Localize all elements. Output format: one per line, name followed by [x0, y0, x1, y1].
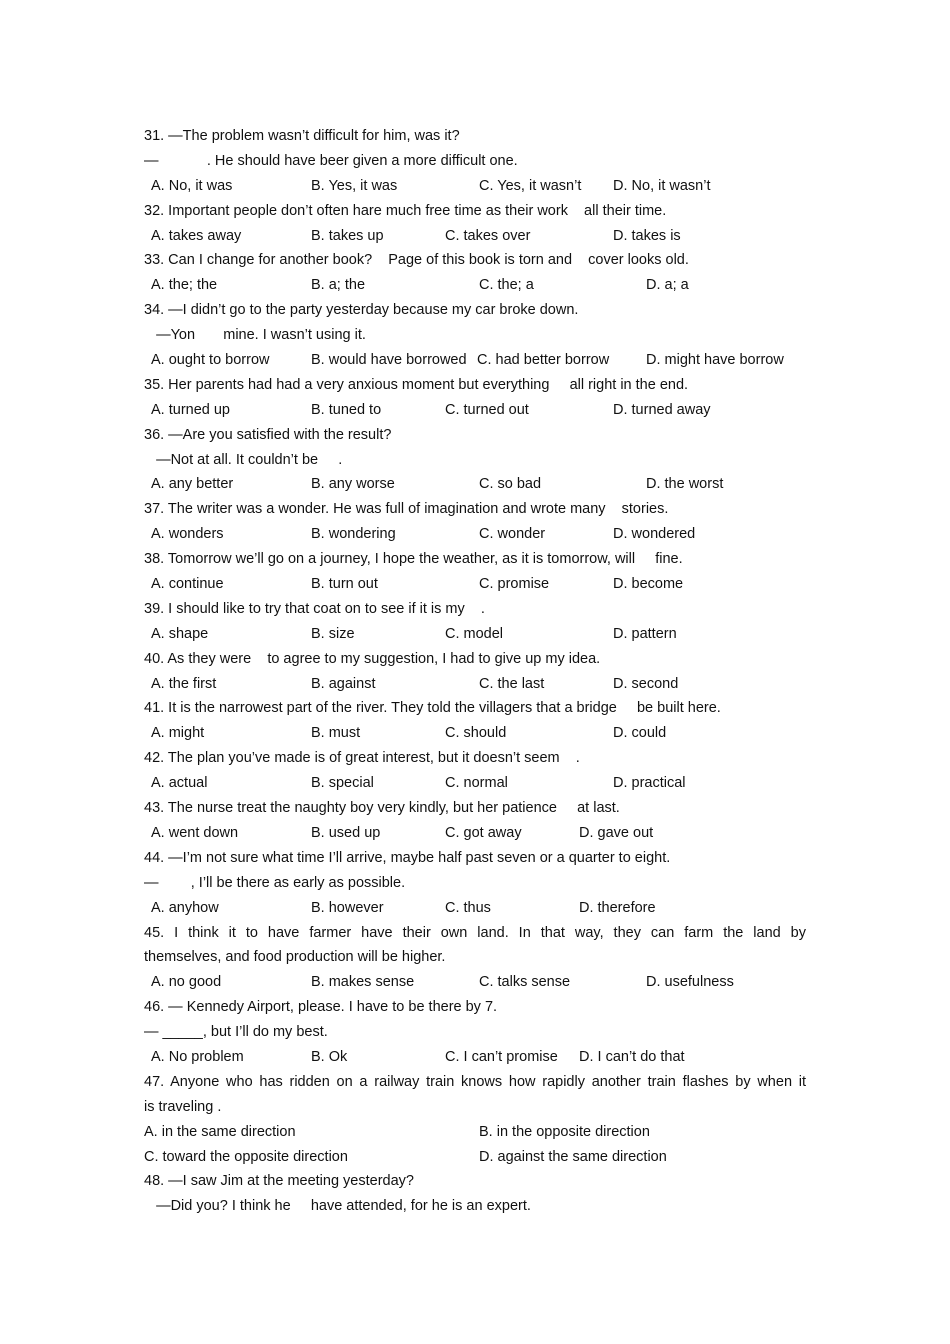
option-c: C. the last	[479, 675, 545, 692]
question-44-stem: 44. —I’m not sure what time I’ll arrive, maybe half past seven or a quarter to eight.	[144, 849, 671, 866]
option-c: C. talks sense	[479, 974, 571, 991]
option-c: C. Yes, it wasn’t	[479, 177, 582, 194]
option-b: B. wondering	[311, 526, 396, 543]
question-37-options	[144, 522, 806, 547]
option-d: D. pattern	[613, 625, 677, 642]
option-d: D. could	[613, 725, 667, 742]
option-c: C. turned out	[445, 401, 529, 418]
question-41-options	[144, 721, 806, 746]
option-d: D. takes is	[613, 227, 681, 244]
option-c: C. toward the opposite direction	[144, 1148, 348, 1165]
question-32-options	[144, 224, 806, 249]
option-d: D. a; a	[646, 277, 689, 294]
question-47-stem-line-1: 47. Anyone who has ridden on a railway train knows how rapidly another train flashes by when it	[144, 1073, 806, 1090]
question-44-options	[144, 896, 806, 921]
option-d: D. wondered	[613, 526, 696, 543]
option-b: B. against	[311, 675, 376, 692]
option-c: C. normal	[445, 775, 508, 792]
question-36-stem: 36. —Are you satisfied with the result?	[144, 426, 392, 443]
question-39-options	[144, 622, 806, 647]
option-b: B. turn out	[311, 576, 378, 593]
option-a: A. the; the	[151, 277, 218, 294]
option-a: A. No problem	[151, 1048, 244, 1065]
option-b: B. size	[311, 625, 355, 642]
question-42-options	[144, 771, 806, 796]
question-46-stem: 46. — Kennedy Airport, please. I have to be there by 7.	[144, 999, 498, 1016]
option-b: B. Ok	[311, 1048, 348, 1065]
option-c: C. model	[445, 625, 504, 642]
question-44-reply: — , I’ll be there as early as possible.	[144, 874, 406, 891]
question-37-stem: 37. The writer was a wonder. He was full of imagination and wrote many stories.	[144, 501, 669, 518]
option-d: D. become	[613, 576, 684, 593]
option-b: B. Yes, it was	[311, 177, 398, 194]
question-39-stem: 39. I should like to try that coat on to see if it is my .	[144, 600, 485, 617]
question-34-options	[144, 348, 806, 373]
option-b: B. any worse	[311, 476, 395, 493]
question-35-stem: 35. Her parents had had a very anxious moment but everything all right in the end.	[144, 376, 689, 393]
option-c: C. promise	[479, 576, 550, 593]
option-c: C. so bad	[479, 476, 542, 493]
option-c: C. should	[445, 725, 507, 742]
option-a: A. shape	[151, 625, 209, 642]
option-b: B. a; the	[311, 277, 366, 294]
question-45-stem-line-2: themselves, and food production will be higher.	[144, 949, 446, 966]
question-42-stem: 42. The plan you’ve made is of great interest, but it doesn’t seem .	[144, 750, 580, 767]
question-40-options	[144, 672, 806, 697]
option-c: C. the; a	[479, 277, 534, 294]
option-b: B. takes up	[311, 227, 384, 244]
question-35-options	[144, 398, 806, 423]
question-34-stem: 34. —I didn’t go to the party yesterday because my car broke down.	[144, 302, 579, 319]
option-d: D. No, it wasn’t	[613, 177, 711, 194]
option-a: A. wonders	[151, 526, 224, 543]
option-b: B. makes sense	[311, 974, 415, 991]
question-33-stem: 33. Can I change for another book? Page of this book is torn and cover looks old.	[144, 252, 689, 269]
option-a: A. No, it was	[151, 177, 233, 194]
option-c: C. I can’t promise	[445, 1048, 558, 1065]
option-a: A. actual	[151, 775, 208, 792]
option-d: D. gave out	[579, 824, 654, 841]
option-d: D. turned away	[613, 401, 711, 418]
question-36-options	[144, 472, 806, 497]
question-list	[144, 124, 806, 1219]
option-b: B. must	[311, 725, 361, 742]
option-a: A. no good	[151, 974, 222, 991]
option-d: D. practical	[613, 775, 686, 792]
option-d: D. I can’t do that	[579, 1048, 685, 1065]
option-b: B. used up	[311, 824, 381, 841]
option-b: B. in the opposite direction	[479, 1123, 650, 1140]
question-36-reply: —Not at all. It couldn’t be .	[144, 451, 343, 468]
option-d: D. might have borrow	[646, 352, 784, 369]
question-31-options	[144, 174, 806, 199]
question-43-options	[144, 821, 806, 846]
question-45-stem-line-1: 45. I think it to have farmer have their own land. In that way, they can farm the land by	[144, 924, 806, 941]
question-38-options	[144, 572, 806, 597]
question-41-stem: 41. It is the narrowest part of the river. They told the villagers that a bridge be built here.	[144, 700, 721, 717]
option-a: A. turned up	[151, 401, 230, 418]
option-c: C. wonder	[479, 526, 546, 543]
question-45-options	[144, 970, 806, 995]
option-c: C. got away	[445, 824, 522, 841]
question-46-options	[144, 1045, 806, 1070]
option-d: D. against the same direction	[479, 1148, 667, 1165]
question-40-stem: 40. As they were to agree to my suggestion, I had to give up my idea.	[144, 650, 601, 667]
option-a: A. ought to borrow	[151, 352, 270, 369]
option-a: A. any better	[151, 476, 234, 493]
option-b: B. however	[311, 899, 384, 916]
option-d: D. therefore	[579, 899, 656, 916]
option-d: D. second	[613, 675, 679, 692]
question-47-options-row-2	[144, 1145, 806, 1170]
question-47-options-row-1	[144, 1120, 806, 1145]
question-31-reply: — . He should have beer given a more difficult one.	[144, 152, 518, 169]
question-43-stem: 43. The nurse treat the naughty boy very kindly, but her patience at last.	[144, 800, 620, 817]
question-33-options	[144, 273, 806, 298]
question-32-stem: 32. Important people don’t often hare much free time as their work all their time.	[144, 202, 667, 219]
option-a: A. continue	[151, 576, 224, 593]
question-38-stem: 38. Tomorrow we’ll go on a journey, I hope the weather, as it is tomorrow, will fine.	[144, 551, 683, 568]
option-c: C. had better borrow	[477, 352, 610, 369]
option-d: D. the worst	[646, 476, 724, 493]
question-47-stem-line-2: is traveling .	[144, 1098, 222, 1115]
option-b: B. would have borrowed	[311, 352, 467, 369]
question-48-reply: —Did you? I think he have attended, for he is an expert.	[144, 1198, 531, 1215]
option-a: A. the first	[151, 675, 217, 692]
option-d: D. usefulness	[646, 974, 734, 991]
option-b: B. special	[311, 775, 374, 792]
option-a: A. might	[151, 725, 205, 742]
question-34-reply: —Yon mine. I wasn’t using it.	[144, 327, 366, 344]
option-c: C. takes over	[445, 227, 531, 244]
option-c: C. thus	[445, 899, 491, 916]
option-a: A. takes away	[151, 227, 242, 244]
option-a: A. in the same direction	[144, 1123, 296, 1140]
question-48-stem: 48. —I saw Jim at the meeting yesterday?	[144, 1173, 414, 1190]
option-b: B. tuned to	[311, 401, 382, 418]
option-a: A. anyhow	[151, 899, 219, 916]
option-a: A. went down	[151, 824, 239, 841]
question-46-reply: — _____, but I’ll do my best.	[144, 1024, 328, 1041]
question-31-stem: 31. —The problem wasn’t difficult for him, was it?	[144, 128, 460, 144]
